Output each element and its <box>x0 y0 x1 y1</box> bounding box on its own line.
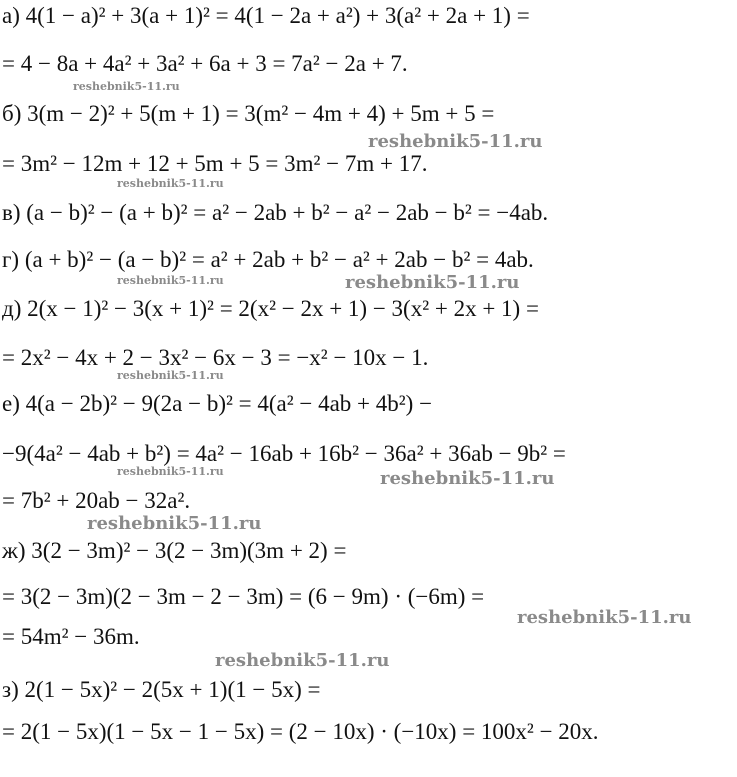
solution-d-line-2: = 2x² − 4x + 2 − 3x² − 6x − 3 = −x² − 10x − 1. <box>2 345 429 370</box>
solution-e-line-1: е) 4(a − 2b)² − 9(2a − b)² = 4(a² − 4ab + 4b²) − <box>2 391 433 416</box>
solution-zh-line-2: = 3(2 − 3m)(2 − 3m − 2 − 3m) = (6 − 9m) · (−6m) = <box>2 584 485 609</box>
solution-e-line-2: −9(4a² − 4ab + b²) = 4a² − 16ab + 16b² − 36a² + 36ab − 9b² = <box>2 441 566 466</box>
solution-e-line-3: = 7b² + 20ab − 32a². <box>2 488 191 513</box>
watermark: reshebnik5-11.ru <box>117 465 224 478</box>
solution-z-line-2: = 2(1 − 5x)(1 − 5x − 1 − 5x) = (2 − 10x) · (−10x) = 100x² − 20x. <box>2 719 599 744</box>
watermark: reshebnik5-11.ru <box>117 369 224 382</box>
solution-a-line-1: а) 4(1 − a)² + 3(a + 1)² = 4(1 − 2a + a²) + 3(a² + 2a + 1) = <box>2 3 530 28</box>
solution-b-line-2: = 3m² − 12m + 12 + 5m + 5 = 3m² − 7m + 17. <box>2 151 428 176</box>
watermark: reshebnik5-11.ru <box>117 177 224 190</box>
solution-g-line: г) (a + b)² − (a − b)² = a² + 2ab + b² − a² + 2ab − b² = 4ab. <box>2 247 534 272</box>
watermark: reshebnik5-11.ru <box>117 274 224 287</box>
solution-zh-line-3: = 54m² − 36m. <box>2 624 140 649</box>
watermark: reshebnik5-11.ru <box>345 272 520 293</box>
watermark: reshebnik5-11.ru <box>368 131 543 152</box>
watermark: reshebnik5-11.ru <box>215 650 390 671</box>
watermark: reshebnik5-11.ru <box>87 513 262 534</box>
watermark: reshebnik5-11.ru <box>517 607 692 628</box>
solution-zh-line-1: ж) 3(2 − 3m)² − 3(2 − 3m)(3m + 2) = <box>2 538 347 563</box>
solution-v-line: в) (a − b)² − (a + b)² = a² − 2ab + b² − a² − 2ab − b² = −4ab. <box>2 200 549 225</box>
watermark: reshebnik5-11.ru <box>73 80 180 93</box>
solution-z-line-1: з) 2(1 − 5x)² − 2(5x + 1)(1 − 5x) = <box>2 677 321 702</box>
solution-a-line-2: = 4 − 8a + 4a² + 3a² + 6a + 3 = 7a² − 2a + 7. <box>2 51 408 76</box>
solution-b-line-1: б) 3(m − 2)² + 5(m + 1) = 3(m² − 4m + 4) + 5m + 5 = <box>2 101 495 126</box>
solution-d-line-1: д) 2(x − 1)² − 3(x + 1)² = 2(x² − 2x + 1) − 3(x² + 2x + 1) = <box>2 296 539 321</box>
watermark: reshebnik5-11.ru <box>380 468 555 489</box>
